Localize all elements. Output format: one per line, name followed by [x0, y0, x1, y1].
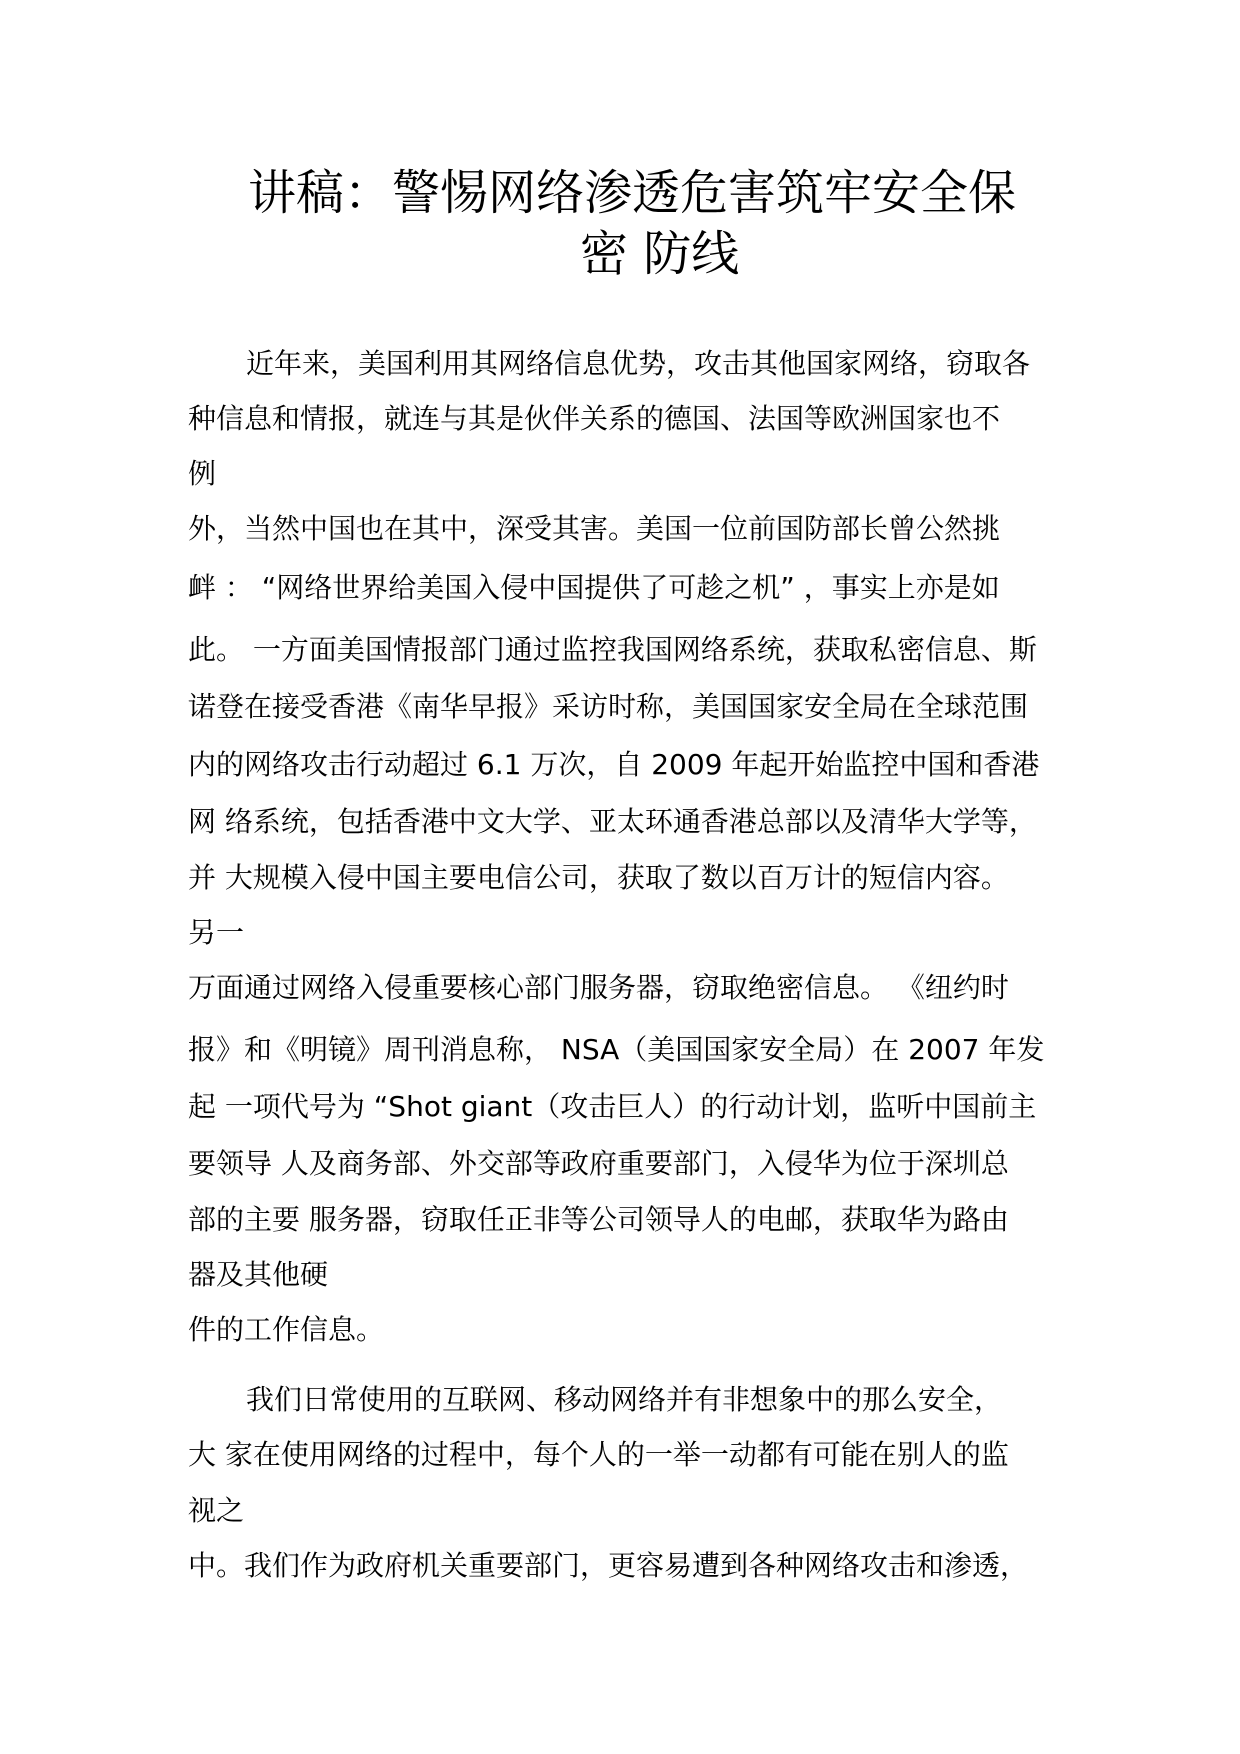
paragraph-line: 诺登在接受香港《南华早报》采访时称，美国国家安全局在全球范围	[188, 690, 1029, 723]
paragraph-line: 起 一项代号为 “Shot giant（攻击巨人）的行动计划，监听中国前主	[188, 1090, 1037, 1123]
document-title-line-2: 密 防线	[580, 226, 740, 282]
paragraph-line: 此。 一方面美国情报部门通过监控我国网络系统，获取私密信息、斯	[188, 633, 1037, 666]
paragraph-line: 网 络系统，包括香港中文大学、亚太环通香港总部以及清华大学等，	[188, 805, 1037, 838]
paragraph-line: 例	[188, 457, 217, 490]
paragraph-line: 并 大规模入侵中国主要电信公司，获取了数以百万计的短信内容。	[188, 861, 1009, 894]
paragraph-line: 种信息和情报，就连与其是伙伴关系的德国、法国等欧洲国家也不	[188, 402, 1001, 435]
paragraph-line: 内的网络攻击行动超过 6.1 万次，自 2009 年起开始监控中国和香港	[188, 748, 1040, 781]
paragraph-line: 报》和《明镜》周刊消息称， NSA（美国国家安全局）在 2007 年发	[188, 1033, 1045, 1066]
paragraph-line: 我们日常使用的互联网、移动网络并有非想象中的那么安全，	[246, 1383, 1003, 1416]
paragraph-line: 外，当然中国也在其中，深受其害。美国一位前国防部长曾公然挑	[188, 512, 1001, 545]
paragraph-line: 中。我们作为政府机关重要部门，更容易遭到各种网络攻击和渗透，	[188, 1549, 1029, 1582]
document-title-line-1: 讲稿：警惕网络渗透危害筑牢安全保	[248, 165, 1017, 221]
paragraph-line: 视之	[188, 1494, 245, 1527]
paragraph-line: 部的主要 服务器，窃取任正非等公司领导人的电邮，获取华为路由	[188, 1203, 1009, 1236]
paragraph-line: 另一	[188, 916, 245, 949]
paragraph-line: 要领导 人及商务部、外交部等政府重要部门，入侵华为位于深圳总	[188, 1147, 1009, 1180]
paragraph-line: 件的工作信息。	[188, 1313, 385, 1346]
paragraph-line: 大 家在使用网络的过程中，每个人的一举一动都有可能在别人的监	[188, 1438, 1009, 1471]
paragraph-line: 衅 ： “网络世界给美国入侵中国提供了可趁之机” ，事实上亦是如	[188, 571, 1000, 604]
paragraph-line: 近年来，美国利用其网络信息优势，攻击其他国家网络，窃取各	[246, 347, 1031, 380]
paragraph-line: 器及其他硬	[188, 1258, 329, 1291]
paragraph-line: 万面通过网络入侵重要核心部门服务器，窃取绝密信息。 《纽约时	[188, 971, 1009, 1004]
